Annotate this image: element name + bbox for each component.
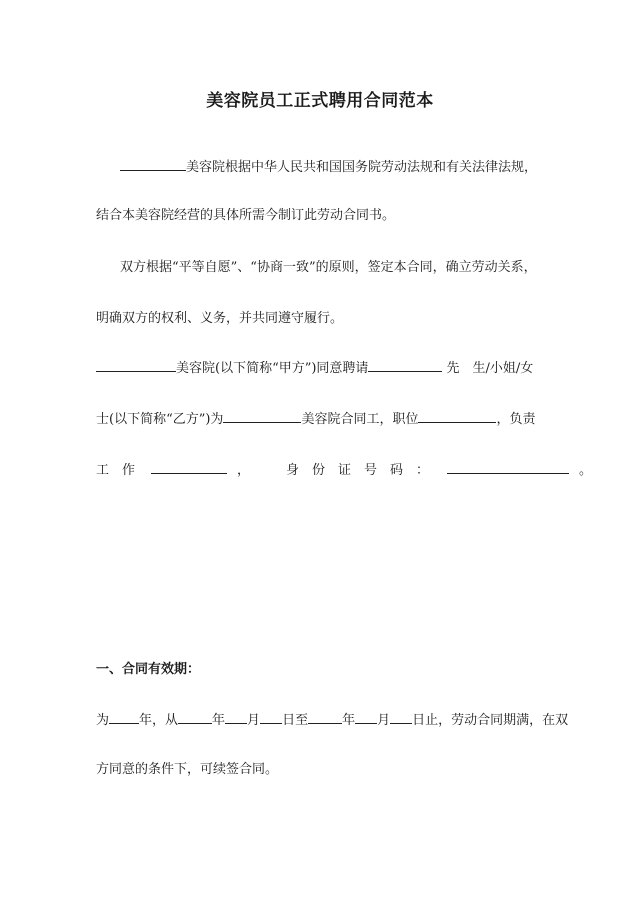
paragraph-3-line-1 (96, 357, 533, 379)
blank-field-work-duty[interactable] (151, 459, 227, 474)
blank-field-start-month[interactable] (225, 709, 247, 724)
blank-field-salon-name[interactable] (120, 156, 186, 171)
document-title: 美容院员工正式聘用合同范本 (206, 91, 434, 111)
blank-field-start-day[interactable] (260, 709, 282, 724)
paragraph-3-line-3 (96, 459, 592, 481)
section-1-heading: 一、合同有效期： (96, 662, 201, 677)
s1-text-day-to: 日至 (282, 713, 309, 728)
s1-text-year: 年 (212, 713, 226, 728)
paragraph-2-line-2: 明确双方的权利、义务，并共同遵守履行。 (96, 311, 344, 326)
p3-line3-text-c: 身 份 证 号 码 ： (286, 463, 430, 478)
p1-line1-text: 美容院根据中华人民共和国国务院劳动法规和有关法律法规， (186, 160, 538, 175)
paragraph-1-line-2: 结合本美容院经营的具体所需今制订此劳动合同书。 (96, 208, 396, 223)
section-1-line-1 (96, 709, 568, 731)
s1-text-month-2: 月 (377, 713, 391, 728)
p3-line3-text-d: 。 (579, 463, 593, 478)
p3-line1-text-a: 美容院(以下简称“甲方”)同意聘请 (176, 361, 369, 376)
p3-line2-text-c: ，负责 (496, 412, 536, 427)
p3-line3-text-b: ， (237, 463, 251, 478)
s1-text-day-end: 日止，劳动合同期满，在双 (412, 713, 569, 728)
p3-line2-text-a: 士(以下简称“乙方”)为 (96, 412, 224, 427)
paragraph-1-line-1 (120, 156, 537, 178)
blank-field-start-year[interactable] (178, 709, 212, 724)
p3-line1-text-b: 先 生/小姐/女 (446, 361, 534, 376)
blank-field-salon-name-2[interactable] (223, 408, 301, 423)
p3-line3-text-a: 工 作 (96, 463, 136, 478)
paragraph-2-line-1: 双方根据“平等自愿”、“协商一致”的原则，签定本合同，确立劳动关系， (120, 260, 537, 275)
blank-field-end-day[interactable] (390, 709, 412, 724)
blank-field-id-number[interactable] (447, 459, 569, 474)
blank-field-employee-name[interactable] (368, 357, 442, 372)
p3-line2-text-b: 美容院合同工，职位 (301, 412, 419, 427)
blank-field-party-a[interactable] (96, 357, 176, 372)
s1-text-month: 月 (247, 713, 261, 728)
blank-field-end-month[interactable] (355, 709, 377, 724)
s1-text-year-2: 年 (342, 713, 356, 728)
s1-text-wei: 为 (96, 713, 110, 728)
blank-field-years[interactable] (109, 709, 139, 724)
s1-text-year-from: 年，从 (139, 713, 179, 728)
section-1-line-2: 方同意的条件下，可续签合同。 (96, 762, 279, 777)
paragraph-3-line-2 (96, 408, 535, 430)
blank-field-position[interactable] (418, 408, 496, 423)
blank-field-end-year[interactable] (308, 709, 342, 724)
